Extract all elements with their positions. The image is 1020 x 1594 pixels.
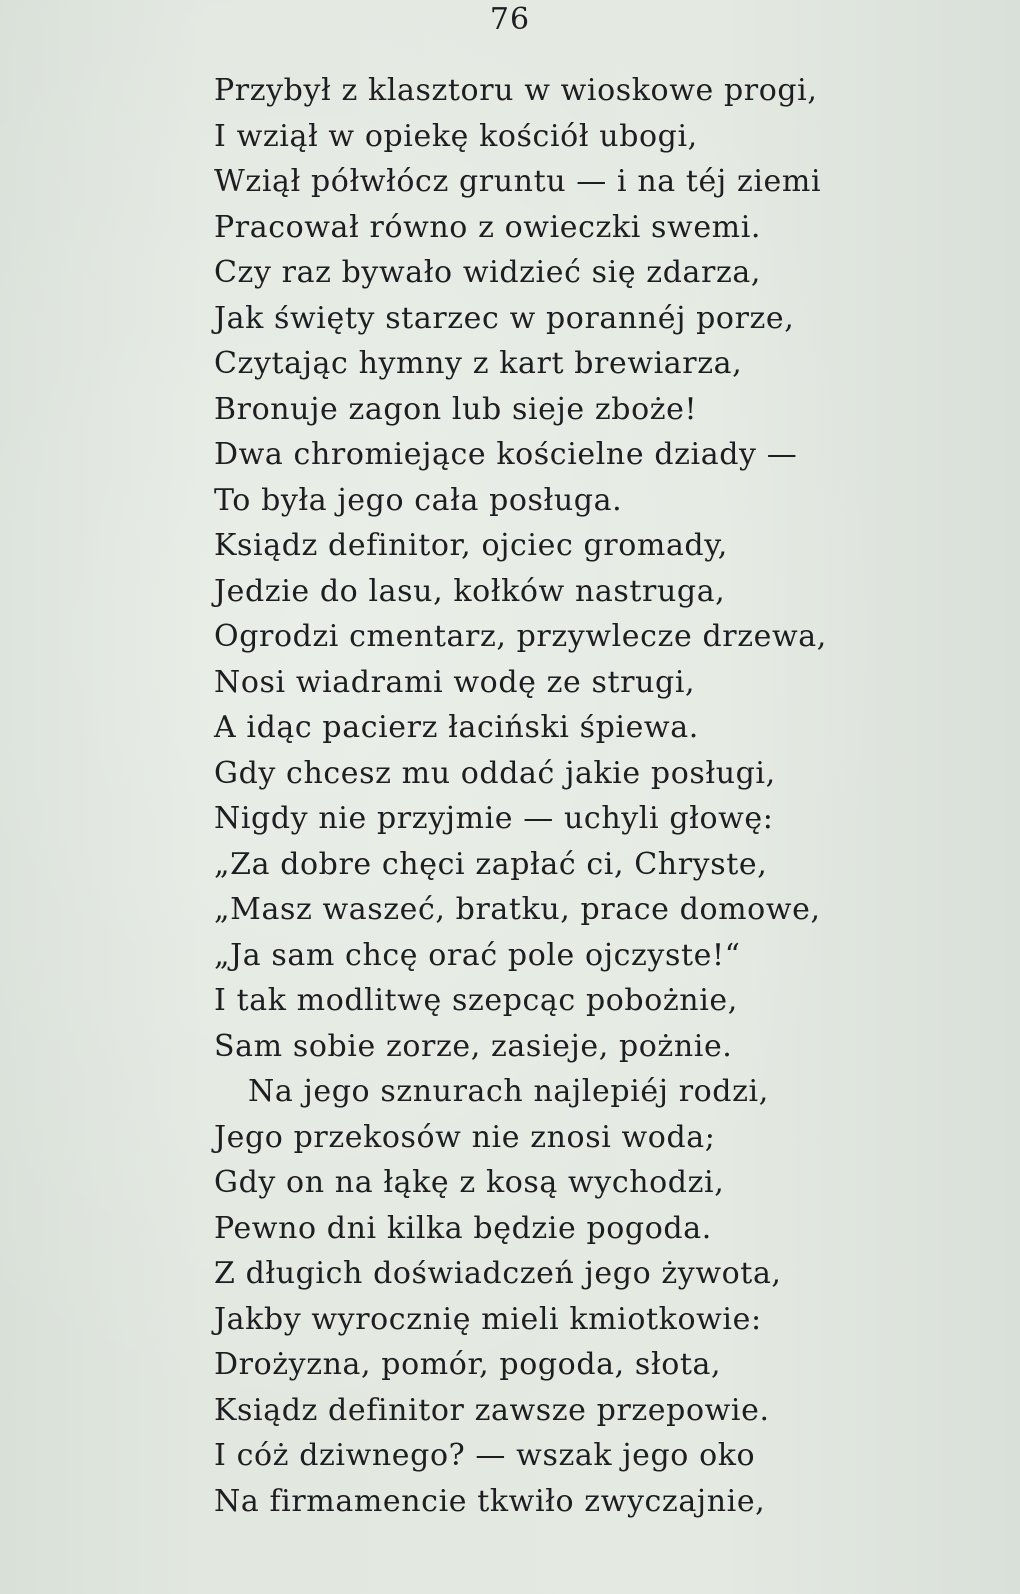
- poem-line: „Ja sam chcę orać pole ojczyste!“: [214, 937, 741, 973]
- poem-line: Nigdy nie przyjmie — uchyli głowę:: [214, 801, 774, 836]
- poem-line: Ogrodzi cmentarz, przywlecze drzewa,: [214, 619, 827, 654]
- poem-line: „Za dobre chęci zapłać ci, Chryste,: [214, 846, 768, 882]
- poem-line: Nosi wiadrami wodę ze strugi,: [214, 664, 696, 700]
- poem-line: I tak modlitwę szepcąc pobożnie,: [214, 983, 738, 1018]
- poem-line: Czy raz bywało widzieć się zdarza,: [214, 255, 761, 290]
- page-number: 76: [489, 2, 531, 37]
- poem-line: Pewno dni kilka będzie pogoda.: [214, 1210, 712, 1246]
- poem-line: Gdy on na łąkę z kosą wychodzi,: [214, 1165, 725, 1200]
- poem-line: Sam sobie zorze, zasieje, pożnie.: [214, 1028, 733, 1064]
- poem-line: Pracował równo z owieczki swemi.: [214, 209, 762, 245]
- poem-line: Jak święty starzec w porannéj porze,: [214, 300, 795, 336]
- poem-line: Przybył z klasztoru w wioskowe progi,: [214, 73, 818, 108]
- poem-line: Bronuje zagon lub sieje zboże!: [214, 391, 698, 427]
- poem-line: Drożyzna, pomór, pogoda, słota,: [214, 1347, 722, 1382]
- poem-line: A idąc pacierz łaciński śpiewa.: [214, 710, 699, 745]
- poem-line: Czytając hymny z kart brewiarza,: [214, 346, 743, 381]
- poem-text: [214, 68, 1004, 1524]
- poem-line: I wziął w opiekę kościół ubogi,: [214, 118, 698, 154]
- poem-line: Wziął półwłócz gruntu — i na téj ziemi: [214, 164, 822, 199]
- poem-line: Jakby wyrocznię mieli kmiotkowie:: [214, 1301, 762, 1337]
- poem-line: Gdy chcesz mu oddać jakie posługi,: [214, 755, 776, 791]
- poem-line: Jego przekosów nie znosi woda;: [214, 1119, 716, 1155]
- poem-line: Ksiądz definitor, ojciec gromady,: [214, 528, 728, 563]
- poem-line: To była jego cała posługa.: [214, 482, 623, 518]
- poem-line: Dwa chromiejące kościelne dziady —: [214, 437, 798, 472]
- poem-line: „Masz waszeć, bratku, prace domowe,: [214, 892, 821, 927]
- poem-line: Jedzie do lasu, kołków nastruga,: [214, 573, 726, 609]
- poem-line: I cóż dziwnego? — wszak jego oko: [214, 1438, 756, 1473]
- poem-line: Na jego sznurach najlepiéj rodzi,: [248, 1074, 769, 1109]
- poem-line: Z długich doświadczeń jego żywota,: [214, 1256, 782, 1291]
- poem-line: Na firmamencie tkwiło zwyczajnie,: [214, 1483, 766, 1519]
- poem-line: Ksiądz definitor zawsze przepowie.: [214, 1392, 770, 1428]
